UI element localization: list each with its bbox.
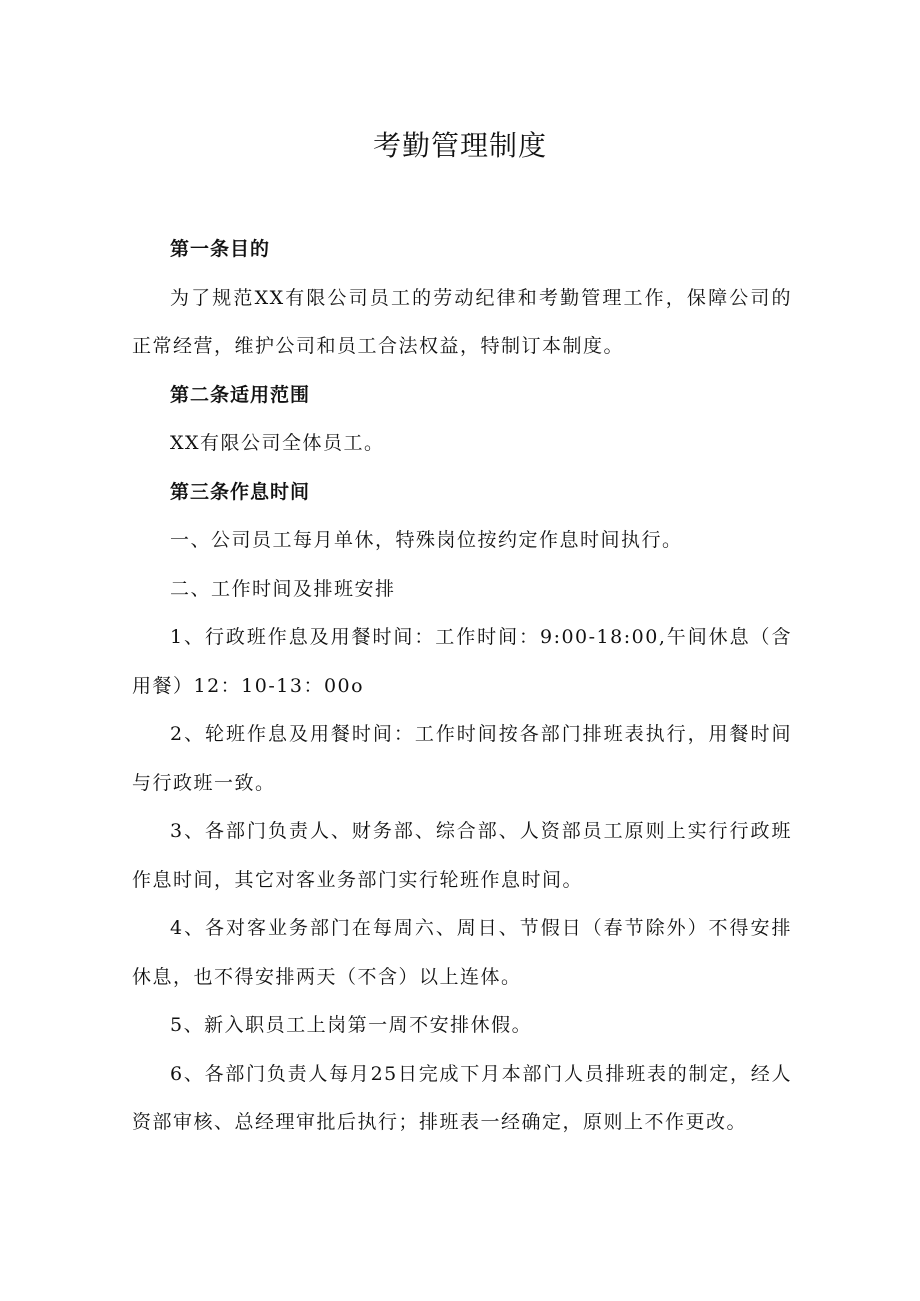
section-heading-schedule: 第三条作息时间 [170, 480, 311, 503]
paragraph-purpose: 为了规范XX有限公司员工的劳动纪律和考勤管理工作，保障公司的正常经营，维护公司和员工合法权益，特制订本制度。 [132, 286, 792, 357]
paragraph-item-6: 6、各部门负责人每月25日完成下月本部门人员排班表的制定，经人资部审核、总经理审批后执行；排班表一经确定，原则上不作更改。 [132, 1062, 792, 1133]
document-title: 考勤管理制度 [372, 129, 547, 162]
paragraph-item-2: 2、轮班作息及用餐时间：工作时间按各部门排班表执行，用餐时间与行政班一致。 [132, 723, 792, 794]
paragraph-item-4: 4、各对客业务部门在每周六、周日、节假日（春节除外）不得安排休息，也不得安排两天（不含）以上连体。 [132, 917, 792, 988]
paragraph-item-5: 5、新入职员工上岗第一周不安排休假。 [170, 1014, 533, 1036]
section-heading-purpose: 第一条目的 [170, 238, 271, 260]
paragraph-scope: XX有限公司全体员工。 [170, 432, 385, 454]
section-heading-scope: 第二条适用范围 [170, 383, 311, 406]
paragraph-item-3: 3、各部门负责人、财务部、综合部、人资部员工原则上实行行政班作息时间，其它对客业务部门实行轮班作息时间。 [132, 820, 792, 891]
paragraph-item-1: 1、行政班作息及用餐时间：工作时间：9:00-18:00,午间休息（含用餐）12：10-13：00o [132, 626, 792, 697]
paragraph-schedule-2: 二、工作时间及排班安排 [170, 577, 396, 600]
document-body [132, 225, 792, 1147]
paragraph-schedule-1: 一、公司员工每月单休，特殊岗位按约定作息时间执行。 [170, 529, 683, 551]
